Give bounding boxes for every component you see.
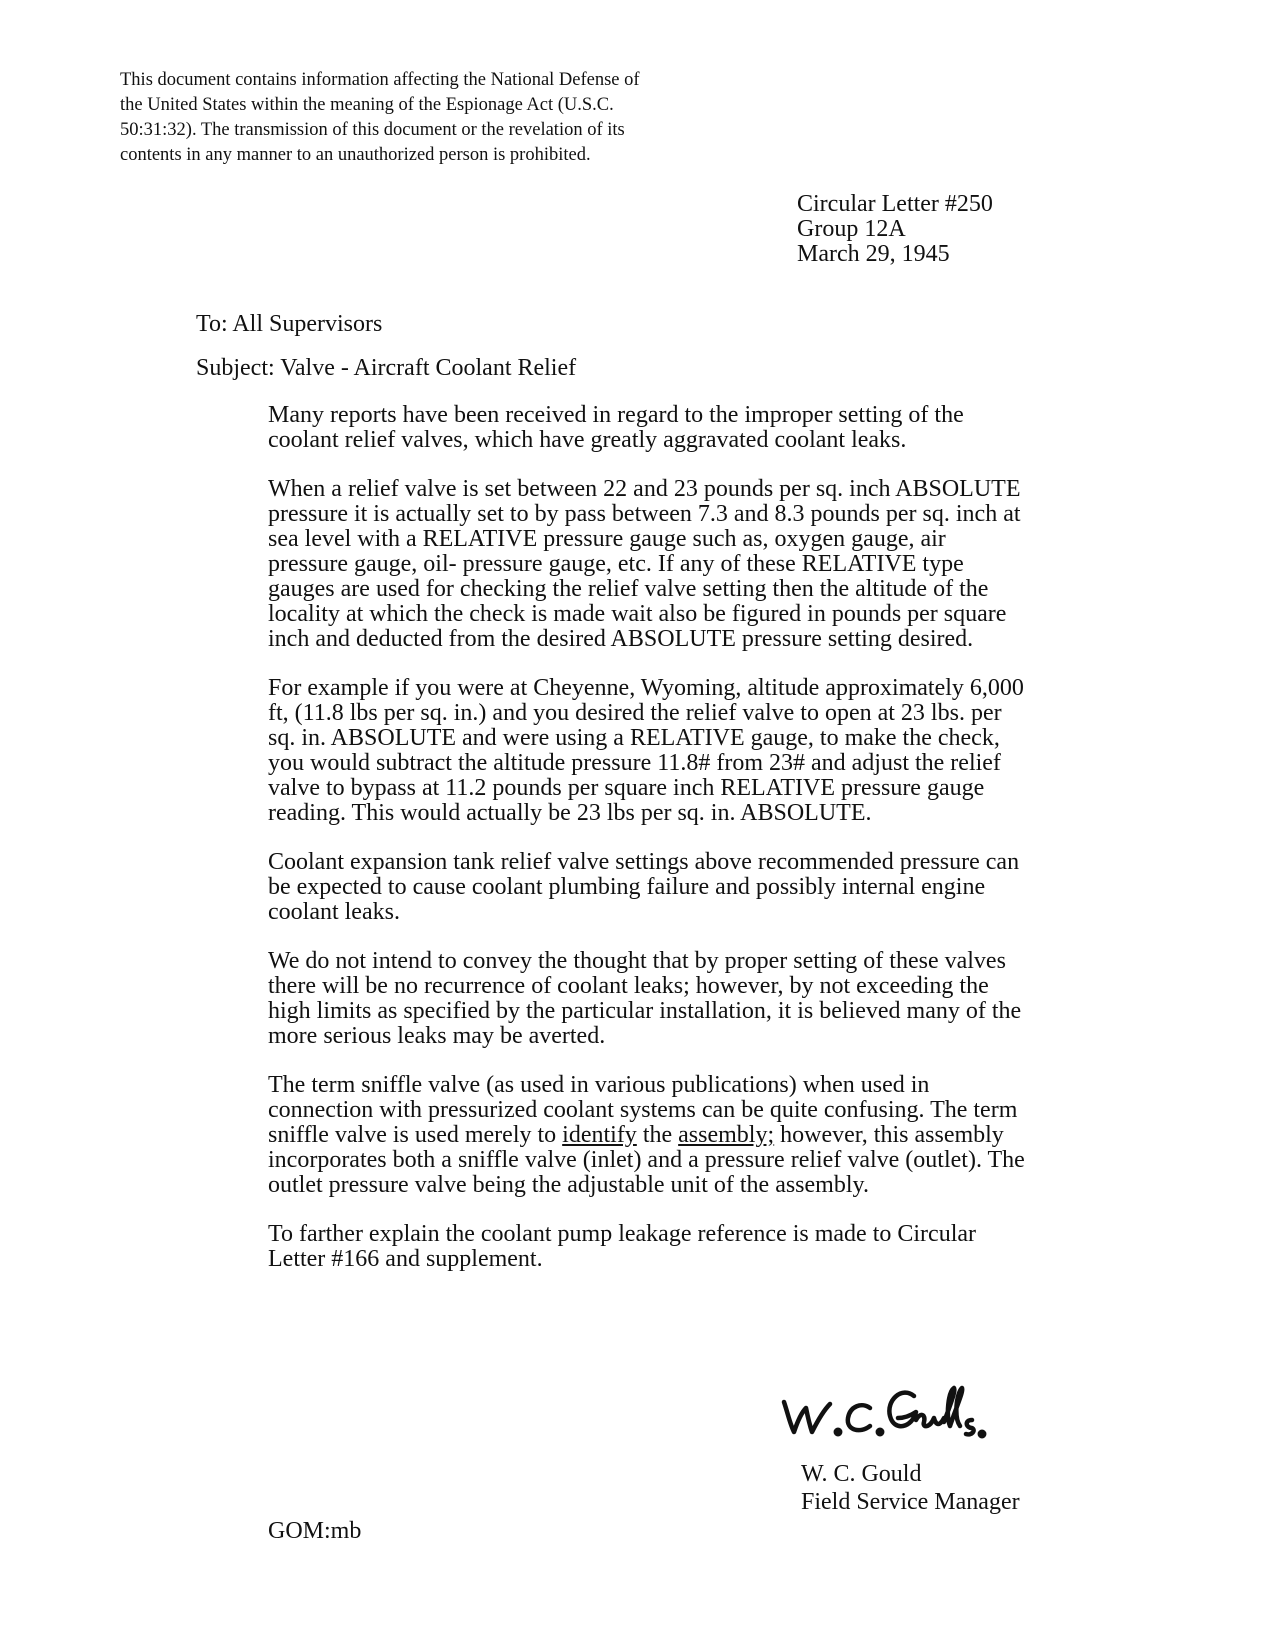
letter-header [797,192,993,267]
paragraph-6 [268,1073,1028,1198]
subject-line: Subject: Valve - Aircraft Coolant Relief [196,355,577,381]
letter-date: March 29, 1945 [797,241,950,267]
paragraph-5: We do not intend to convey the thought that by proper setting of these valves there will be no recurrence of coolant leaks; however, by not exceeding the high limits as specified by the particular installation, it is believed many of the more serious leaks may be averted. [268,948,1022,1049]
to-line: To: All Supervisors [196,311,383,337]
security-notice: This document contains information affecting the National Defense of the United States within the meaning of the Espionage Act (U.S.C. 50:31:32). The transmission of this document or the revelation of its contents in any manner to an unauthorized person is prohibited. [120,70,640,165]
letter-body [268,403,1028,1296]
circular-letter-number: Circular Letter #250 [797,191,993,217]
paragraph-6-text-a: The term sniffle valve (as used in various publications) when used in connection with pressurized coolant systems can be quite confusing. The term sniffle valve is used merely to [268,1072,1018,1148]
reference-initials: GOM:mb [268,1518,362,1544]
signature-block [801,1460,1020,1516]
paragraph-2: When a relief valve is set between 22 and 23 pounds per sq. inch ABSOLUTE pressure it is actually set to by pass between 7.3 and 8.3 pounds per sq. inch at sea level with a RELATIVE pressure gauge such as, oxygen gauge, air pressure gauge, oil- pressure gauge, etc. If any of these RELATIVE type gauges are used for checking the relief valve setting then the altitude of the locality at which the check is made wait also be figured in pounds per square inch and deducted from the desired ABSOLUTE pressure setting desired. [268,476,1021,652]
underlined-assembly: assembly; [678,1122,775,1148]
signer-title: Field Service Manager [801,1489,1020,1515]
paragraph-4: Coolant expansion tank relief valve settings above recommended pressure can be expected to cause coolant plumbing failure and possibly internal engine coolant leaks. [268,849,1020,925]
paragraph-6-text-c: however, this assembly incorporates both a sniffle valve (inlet) and a pressure relief valve (outlet). The outlet pressure valve being the adjustable unit of the assembly. [268,1122,1025,1198]
signer-name: W. C. Gould [801,1461,922,1487]
handwritten-signature [778,1382,998,1452]
paragraph-1: Many reports have been received in regard to the improper setting of the coolant relief valves, which have greatly aggravated coolant leaks. [268,402,964,453]
paragraph-6-text-b: the [636,1122,679,1148]
paragraph-3: For example if you were at Cheyenne, Wyoming, altitude approximately 6,000 ft, (11.8 lbs per sq. in.) and you desired the relief valve to open at 23 lbs. per sq. in. ABSOLUTE and were using a RELATIVE gauge, to make the check, you would subtract the altitude pressure 11.8# from 23# and adjust the relief valve to bypass at 11.2 pounds per square inch RELATIVE pressure gauge reading. This would actually be 23 lbs per sq. in. ABSOLUTE. [268,675,1024,826]
group-label: Group 12A [797,216,906,242]
underlined-identify: identify [562,1122,637,1148]
paragraph-7: To farther explain the coolant pump leakage reference is made to Circular Letter #166 and supplement. [268,1221,976,1272]
